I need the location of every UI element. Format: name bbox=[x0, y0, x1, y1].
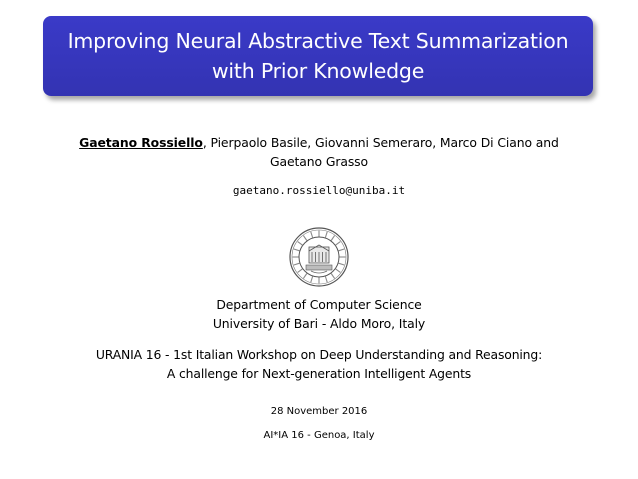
title-box bbox=[43, 16, 593, 96]
workshop-line-2: A challenge for Next-generation Intelligent Agents bbox=[166, 365, 472, 381]
workshop-line-1: URANIA 16 - 1st Italian Workshop on Deep Understanding and Reasoning: bbox=[95, 347, 543, 362]
university-name: University of Bari - Aldo Moro, Italy bbox=[212, 315, 426, 331]
co-authors: , Pierpaolo Basile, Giovanni Semeraro, Marco Di Ciano and bbox=[202, 135, 559, 150]
author-line-2: Gaetano Grasso bbox=[269, 154, 369, 169]
author-line-1 bbox=[0, 133, 638, 152]
title-line-2: with Prior Knowledge bbox=[211, 59, 425, 83]
author-email: gaetano.rossiello@uniba.it bbox=[232, 184, 406, 197]
affiliation bbox=[0, 296, 638, 333]
venue: AI*IA 16 - Genoa, Italy bbox=[263, 430, 375, 441]
presentation-date: 28 November 2016 bbox=[270, 406, 368, 417]
author-list bbox=[0, 133, 638, 171]
title-line-1: Improving Neural Abstractive Text Summarization bbox=[67, 29, 569, 53]
department-name: Department of Computer Science bbox=[216, 297, 422, 312]
university-seal-icon bbox=[289, 227, 349, 287]
workshop-info bbox=[0, 346, 638, 383]
presenter-name: Gaetano Rossiello bbox=[79, 135, 203, 150]
